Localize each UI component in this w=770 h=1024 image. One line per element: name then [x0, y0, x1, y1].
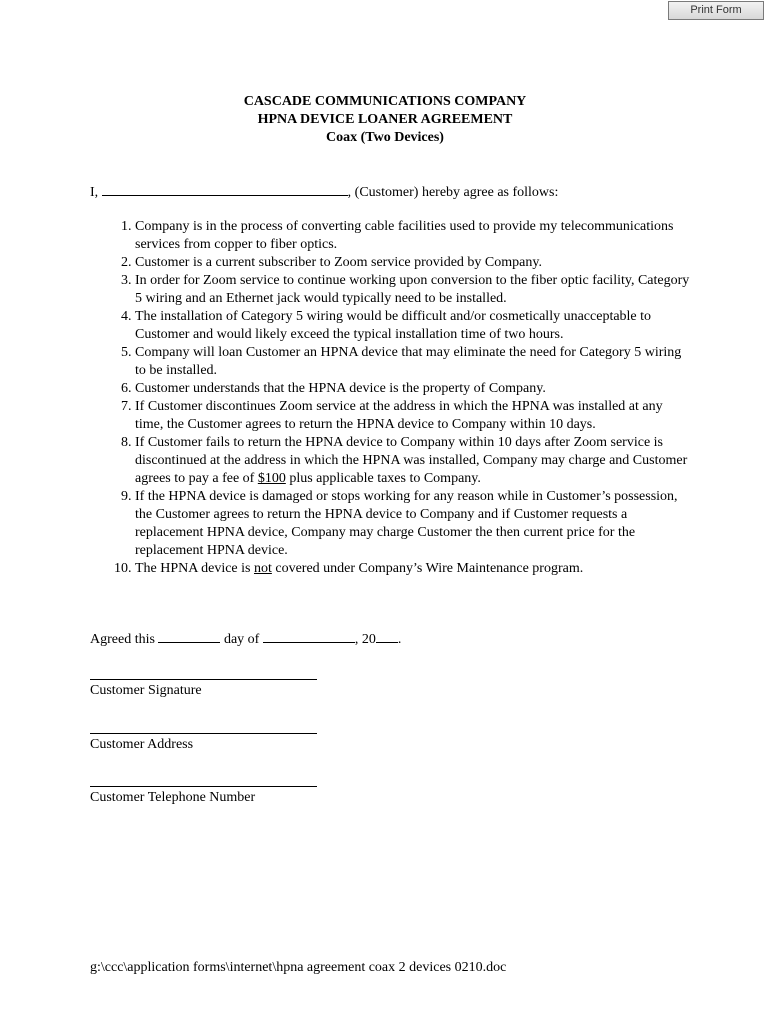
agreed-line: [90, 629, 401, 648]
telephone-line[interactable]: [90, 786, 317, 787]
document-path: g:\ccc\application forms\internet\hpna agreement coax 2 devices 0210.doc: [90, 960, 507, 975]
day-field[interactable]: [158, 629, 220, 643]
term-item: 4. The installation of Category 5 wiring would be difficult and/or cosmetically unacceptable to Customer and would likely exceed the typical installation time of two hours.: [135, 308, 690, 344]
term-item: 5. Company will loan Customer an HPNA device that may eliminate the need for Category 5 wiring to be installed.: [135, 344, 690, 380]
term-item: 1. Company is in the process of converting cable facilities used to provide my telecommunications services from copper to fiber optics.: [135, 218, 690, 254]
agreed-middle: day of: [223, 632, 260, 647]
address-line[interactable]: [90, 733, 317, 734]
terms-list: [90, 218, 690, 578]
customer-signature-label: Customer Signature: [90, 683, 202, 698]
term-item: [135, 560, 690, 578]
term-item: [135, 434, 690, 488]
term-item: 7. If Customer discontinues Zoom service at the address in which the HPNA was installed at any time, the Customer agrees to return the HPNA device to Company within 10 days.: [135, 398, 690, 434]
term-item: 9. If the HPNA device is damaged or stops working for any reason while in Customer’s possession, the Customer agrees to return the HPNA device to Company and if Customer requests a replacement HPNA device, Company may charge Customer the then current price for the replacement HPNA device.: [135, 488, 690, 560]
term-item: 6. Customer understands that the HPNA device is the property of Company.: [135, 380, 690, 398]
intro-suffix: , (Customer) hereby agree as follows:: [347, 185, 559, 200]
intro-line: [90, 182, 558, 201]
signature-line[interactable]: [90, 679, 317, 680]
agreement-title: HPNA DEVICE LOANER AGREEMENT: [257, 112, 513, 127]
intro-prefix: I,: [90, 185, 99, 200]
agreed-prefix: Agreed this: [90, 632, 155, 647]
agreement-subtitle: Coax (Two Devices): [326, 130, 444, 145]
customer-address-label: Customer Address: [90, 737, 194, 752]
company-title: CASCADE COMMUNICATIONS COMPANY: [243, 94, 527, 109]
month-field[interactable]: [263, 629, 355, 643]
term-text: plus applicable taxes to Company.: [285, 471, 481, 486]
year-prefix: , 20: [354, 632, 376, 647]
customer-telephone-label: Customer Telephone Number: [90, 790, 256, 805]
term-text: covered under Company’s Wire Maintenance program.: [271, 561, 584, 576]
year-field[interactable]: [376, 629, 398, 643]
term-text: The HPNA device is: [135, 561, 254, 576]
term-text: If Customer fails to return the HPNA device to Company within 10 days after Zoom service is discontinued at the address in which the HPNA was installed, Company may charge and Customer agrees to pay a fee of: [135, 435, 688, 486]
agreed-end: .: [397, 632, 402, 647]
print-form-button[interactable]: Print Form: [668, 1, 764, 20]
fee-amount: $100: [257, 471, 286, 486]
term-item: 3. In order for Zoom service to continue working upon conversion to the fiber optic facility, Category 5 wiring and an Ethernet jack would typically need to be installed.: [135, 272, 690, 308]
not-emphasis: not: [253, 561, 272, 576]
term-item: 2. Customer is a current subscriber to Zoom service provided by Company.: [135, 254, 690, 272]
customer-name-field[interactable]: [102, 182, 348, 196]
